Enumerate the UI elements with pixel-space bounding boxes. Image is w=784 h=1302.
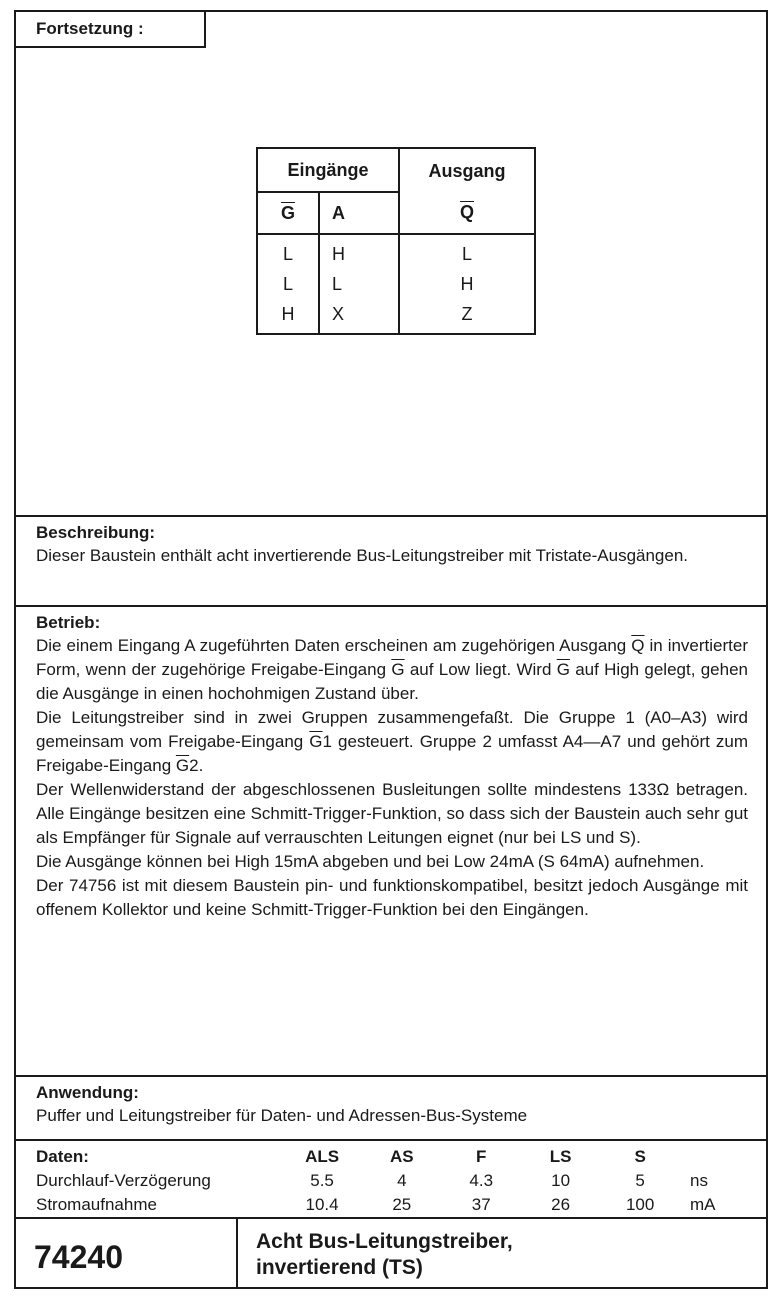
application-heading: Anwendung: <box>36 1083 139 1102</box>
output-header: Ausgang <box>428 161 506 181</box>
family-as: AS <box>390 1147 414 1166</box>
operation-paragraph-2: Die Leitungstreiber sind in zwei Gruppen zusammengefaßt. Die Gruppe 1 (A0–A3) wird gemeinsam vom Freigabe-Eingang $\overline{G}1$ gesteuert. Gruppe 2 umfasst A4—A7 und gehört zum Freigabe-Eingang $\overline{G}2$. <box>36 708 748 775</box>
application-text: Puffer und Leitungstreiber für Daten- und Adressen-Bus-Systeme <box>36 1106 528 1125</box>
family-f: F <box>476 1147 487 1166</box>
col-a-header: A <box>318 193 398 233</box>
part-number: 74240 <box>16 1219 238 1289</box>
value-cell: 5.5 <box>310 1171 334 1190</box>
row-label: Stromaufnahme <box>36 1195 157 1214</box>
operation-paragraph-1: Die einem Eingang A zugeführten Daten erscheinen am zugehörigen Ausgang $\overline{Q}$ in invertierter Form, wenn der zugehörige Freigabe-Eingang $\overline{G}$ auf Low liegt. Wird $\overline{G}$ auf High gelegt, gehen die Ausgänge in einen hochohmigen Zustand über. <box>36 636 748 703</box>
row-label: Durchlauf-Verzögerung <box>36 1171 211 1190</box>
operation-heading: Betrieb: <box>36 613 101 632</box>
operation-section <box>16 605 766 1075</box>
value-cell: 4.3 <box>469 1171 494 1190</box>
part-title-line-1: Acht Bus-Leitungstreiber, <box>256 1230 513 1253</box>
part-title <box>256 1229 513 1281</box>
value-cell: 5 <box>635 1171 645 1190</box>
value-cell: 10 <box>551 1171 571 1190</box>
datasheet-page <box>14 10 768 1289</box>
col-g-header: $\overline{G}$ <box>280 203 295 223</box>
unit-cell: ns <box>690 1171 708 1190</box>
application-section <box>16 1075 766 1139</box>
row1-g: L <box>282 244 293 264</box>
description-text: Dieser Baustein enthält acht invertierende Bus-Leitungstreiber mit Tristate-Ausgängen. <box>36 546 689 565</box>
col-q-header: $\overline{Q}$ <box>459 202 474 222</box>
operation-paragraph-4: Die Ausgänge können bei High 15mA abgeben und bei Low 24mA (S 64mA) aufnehmen. <box>36 852 705 871</box>
value-cell: 26 <box>551 1195 571 1214</box>
row3-q: Z <box>461 304 473 324</box>
unit-cell: mA <box>690 1195 716 1214</box>
part-title-line-2: invertierend (TS) <box>256 1256 423 1279</box>
continuation-label: Fortsetzung : <box>16 12 206 48</box>
footer <box>16 1217 766 1289</box>
row1-a: H <box>332 244 345 264</box>
family-als: ALS <box>305 1147 340 1166</box>
value-cell: 100 <box>625 1195 655 1214</box>
row2-a: L <box>332 274 343 294</box>
family-ls: LS <box>549 1147 572 1166</box>
truth-table <box>256 147 536 335</box>
row3-a: X <box>332 304 345 324</box>
operation-paragraph-3: Der Wellenwiderstand der abgeschlossenen Busleitungen sollte mindestens 133Ω betragen. Alle Eingänge besitzen eine Schmitt-Trigger-Funktion, so dass sich der Baustein auch sehr gut als Empfänger für Signale auf verrauschten Leitungen eignet (nur bei LS und S). <box>36 780 748 847</box>
row2-q: H <box>460 274 474 294</box>
row3-g: H <box>281 304 295 324</box>
data-heading: Daten: <box>36 1147 89 1166</box>
inputs-header: Eingänge <box>287 160 369 180</box>
data-section <box>16 1139 766 1217</box>
description-section <box>16 515 766 605</box>
table-row <box>36 1193 748 1217</box>
value-cell: 10.4 <box>305 1195 339 1214</box>
row2-g: L <box>282 274 293 294</box>
data-header-row <box>36 1145 748 1169</box>
value-cell: 4 <box>397 1171 407 1190</box>
value-cell: 37 <box>471 1195 491 1214</box>
description-heading: Beschreibung: <box>36 523 156 542</box>
family-s: S <box>634 1147 646 1166</box>
data-table <box>36 1145 748 1217</box>
row1-q: L <box>461 244 472 264</box>
operation-paragraph-5: Der 74756 ist mit diesem Baustein pin- und funktionskompatibel, besitzt jedoch Ausgänge mit offenem Kollektor und keine Schmitt-Trigger-Funktion bei den Eingängen. <box>36 876 748 919</box>
table-row <box>36 1169 748 1193</box>
value-cell: 25 <box>392 1195 412 1214</box>
